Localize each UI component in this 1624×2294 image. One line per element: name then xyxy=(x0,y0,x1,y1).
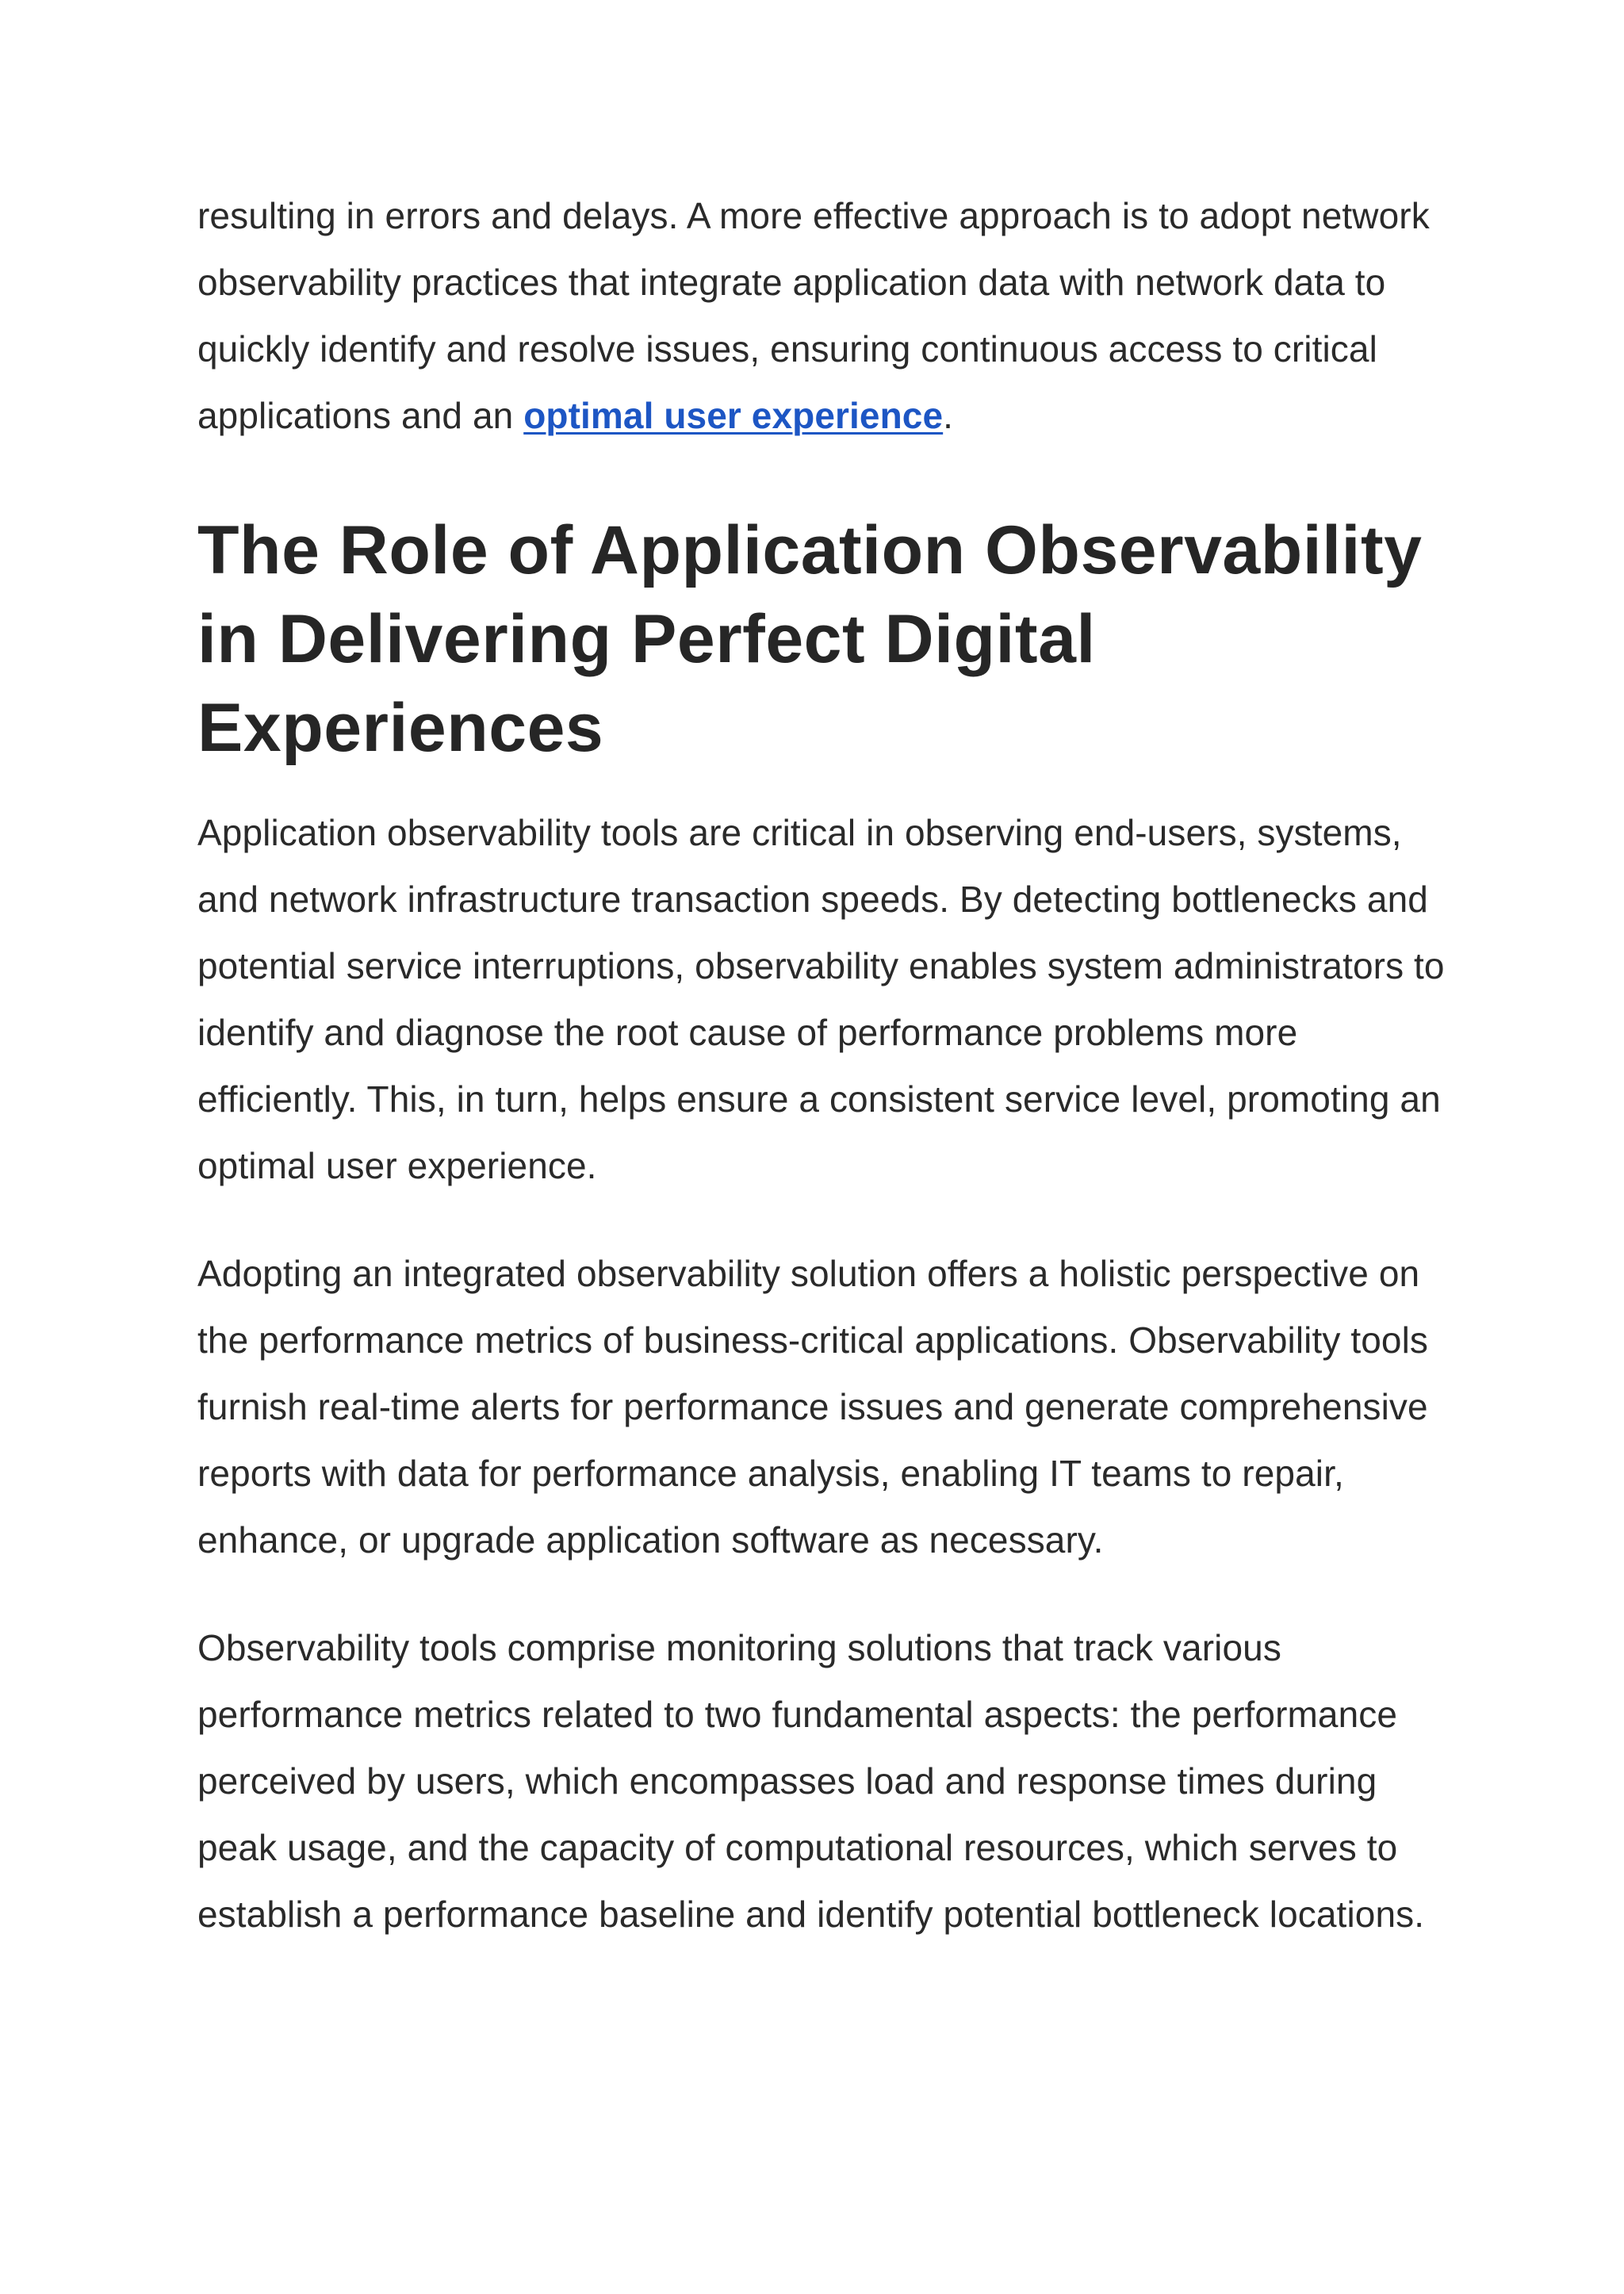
body-paragraph: Application observability tools are critical in observing end-users, systems, and network infrastructure transaction speeds. By detecting bottlenecks and potential service interruptions, observability enables system administrators to identify and diagnose the root cause of performance problems more efficiently. This, in turn, helps ensure a consistent service level, promoting an optimal user experience. xyxy=(197,812,1445,1186)
intro-text-after-link: . xyxy=(943,395,954,436)
intro-text-before-link: resulting in errors and delays. A more effective approach is to adopt network observability practices that integrate application data with network data to quickly identify and resolve issues, ensuring continuous access to critical applications and an xyxy=(197,195,1430,436)
section-heading: The Role of Application Observability in Delivering Perfect Digital Experiences xyxy=(197,512,1423,766)
document-page xyxy=(197,182,1466,1947)
body-paragraph: Observability tools comprise monitoring solutions that track various performance metrics related to two fundamental aspects: the performance perceived by users, which encompasses load and response times during peak usage, and the capacity of computational resources, which serves to establish a performance baseline and identify potential bottleneck locations. xyxy=(197,1627,1425,1935)
body-paragraph: Adopting an integrated observability solution offers a holistic perspective on the performance metrics of business-critical applications. Observability tools furnish real-time alerts for performance issues and generate comprehensive reports with data for performance analysis, enabling IT teams to repair, enhance, or upgrade application software as necessary. xyxy=(197,1253,1428,1561)
optimal-user-experience-link[interactable]: optimal user experience xyxy=(523,395,944,436)
intro-paragraph xyxy=(197,182,1466,449)
